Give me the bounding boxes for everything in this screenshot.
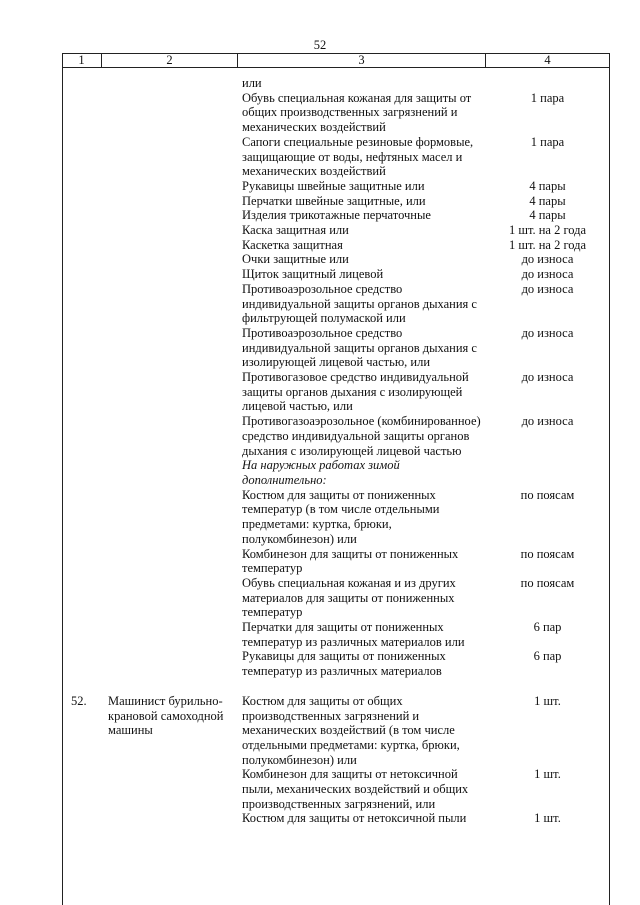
item-quantity: 1 шт. [534,693,561,708]
table-body [62,76,609,826]
item-name: или [242,76,262,90]
item-name: Комбинезон для защиты от нетоксичной пыли, механических воздействий и общих производственных загрязнений, или [242,767,469,811]
item-name: Очки защитные или [242,252,349,267]
item-name: Изделия трикотажные перчаточные [242,208,431,223]
item-quantity: 6 пар [533,620,562,635]
table-row [62,767,609,811]
item-name: Рукавицы для защиты от пониженных температур из различных материалов [242,649,446,679]
row-spacer [62,679,609,694]
item-name: Противоаэрозольное средство индивидуальной защиты органов дыхания с фильтрующей полумаской или [242,281,477,326]
occupation-name: Машинист бурильно-крановой самоходной машины [108,693,224,738]
item-quantity: до износа [521,281,574,296]
table-row [62,223,609,238]
table-row [62,370,609,414]
item-quantity: до износа [521,252,574,267]
item-quantity: 1 шт. [534,811,561,826]
table-row [62,91,609,135]
page-number: 52 [313,38,327,52]
item-quantity: до износа [521,414,574,429]
table-row [62,282,609,326]
item-name: Рукавицы швейные защитные или [242,178,425,193]
table-row [62,811,609,826]
item-quantity: до износа [521,370,574,385]
item-quantity [486,76,609,91]
table-row [62,576,609,620]
table-row [62,414,609,458]
item-name: Перчатки швейные защитные, или [242,193,426,208]
item-quantity: 1 пара [530,134,565,149]
item-name: Сапоги специальные резиновые формовые, защищающие от воды, нефтяных масел и механических воздействий [242,134,474,179]
entry-number: 52. [71,693,87,708]
table-row [62,488,609,547]
item-quantity: 4 пары [529,193,566,208]
table-row [62,76,609,91]
item-quantity: по поясам [520,546,575,561]
item-quantity: 1 шт. на 2 года [508,237,587,252]
header-col-1: 1 [62,54,102,67]
table-row [62,458,609,487]
table-right-border [609,53,610,905]
table-row [62,547,609,576]
item-quantity: 1 шт. [534,767,561,782]
item-name: Щиток защитный лицевой [242,267,384,282]
item-quantity [486,458,609,487]
table-header [62,53,609,68]
item-quantity: 4 пары [529,178,566,193]
table-row [62,252,609,267]
item-quantity: 4 пары [529,208,566,223]
item-name: Обувь специальная кожаная для защиты от общих производственных загрязнений и механических воздействий [242,90,472,135]
item-name: Обувь специальная кожаная и из других материалов для защиты от пониженных температур [242,575,456,620]
item-name: Противоаэрозольное средство индивидуальной защиты органов дыхания с изолирующей лицевой частью, или [242,325,477,370]
item-quantity: 1 шт. на 2 года [508,223,587,238]
item-name: Противогазовое средство индивидуальной защиты органов дыхания с изолирующей лицевой частью, или [242,370,469,414]
header-col-2: 2 [102,54,238,67]
table-row [62,208,609,223]
table-row [62,194,609,209]
table-row [62,620,609,649]
item-quantity: 1 пара [530,90,565,105]
item-name: Костюм для защиты от общих производственных загрязнений и механических воздействий (в том числе отдельными предметами: куртка, брюки, полукомбинезон) или [242,693,460,767]
header-col-3: 3 [238,54,486,67]
item-name: Костюм для защиты от нетоксичной пыли [242,811,467,826]
table-row [62,267,609,282]
item-name: Костюм для защиты от пониженных температур (в том числе отдельными предметами: куртка, брюки, полукомбинезон) или [242,487,440,546]
table-row [62,649,609,678]
item-name: Каскетка защитная [242,237,343,252]
item-quantity: до износа [521,267,574,282]
item-quantity: 6 пар [533,649,562,664]
table-row [62,326,609,370]
table-row [62,238,609,253]
header-col-4: 4 [544,53,551,67]
table-row [62,135,609,179]
table-row [62,179,609,194]
item-quantity: до износа [521,325,574,340]
item-name: Перчатки для защиты от пониженных температур из различных материалов или [242,620,465,649]
item-quantity: по поясам [520,487,575,502]
item-quantity: по поясам [520,575,575,590]
item-name: Противогазоаэрозольное (комбинированное) средство индивидуальной защиты органов дыхания с изолирующей лицевой частью [242,414,481,458]
section-subheading: На наружных работах зимой дополнительно: [242,458,400,487]
item-name: Каска защитная или [242,223,349,238]
table-row [62,694,609,768]
item-name: Комбинезон для защиты от пониженных температур [242,546,459,576]
